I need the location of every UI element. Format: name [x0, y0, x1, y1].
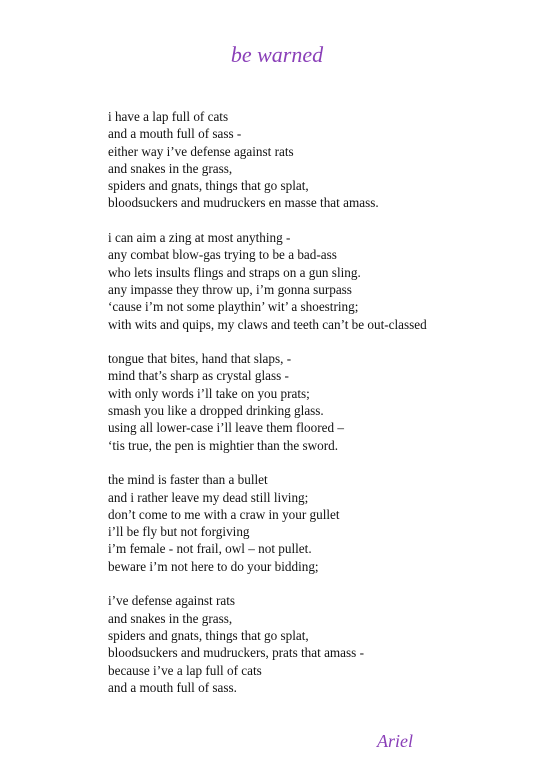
poem-line: beware i’m not here to do your bidding;	[108, 558, 319, 574]
poem-title: be warned	[230, 42, 324, 67]
poem-line: mind that’s sharp as crystal glass -	[108, 368, 289, 384]
poem-line: any impasse they throw up, i’m gonna surpass	[108, 281, 352, 297]
poem-line: bloodsuckers and mudruckers en masse that amass.	[108, 195, 379, 211]
poem-line: and snakes in the grass,	[108, 610, 233, 626]
poem-line: spiders and gnats, things that go splat,	[108, 178, 309, 194]
poem-line: using all lower-case i’ll leave them floored –	[108, 420, 344, 436]
poem-line: with wits and quips, my claws and teeth can’t be out-classed	[108, 316, 427, 332]
poem-line: either way i’ve defense against rats	[108, 143, 294, 159]
poem-line: and snakes in the grass,	[108, 160, 233, 176]
author-signature: Ariel	[377, 731, 413, 751]
stanza-1	[108, 108, 528, 212]
poem-line: i can aim a zing at most anything -	[108, 230, 291, 246]
poem-line: tongue that bites, hand that slaps, -	[108, 351, 292, 367]
poem-line: i have a lap full of cats	[108, 109, 229, 124]
poem-line: with only words i’ll take on you prats;	[108, 385, 310, 401]
poem-line: ‘cause i’m not some playthin’ wit’ a shoestring;	[108, 299, 359, 315]
poem-line: don’t come to me with a craw in your gullet	[108, 506, 340, 522]
poem-body	[108, 108, 528, 713]
poem-line: i’ve defense against rats	[108, 593, 236, 609]
poem-line: smash you like a dropped drinking glass.	[108, 403, 324, 419]
poem-line: who lets insults flings and straps on a gun sling.	[108, 264, 361, 280]
stanza-5	[108, 592, 528, 696]
poem-line: i’m female - not frail, owl – not pullet.	[108, 541, 312, 557]
poem-line: any combat blow-gas trying to be a bad-ass	[108, 247, 337, 263]
stanza-4	[108, 471, 528, 575]
poem-line: spiders and gnats, things that go splat,	[108, 627, 309, 643]
poem-line: i’ll be fly but not forgiving	[108, 524, 250, 540]
stanza-2	[108, 229, 528, 333]
poem-line: ‘tis true, the pen is mightier than the sword.	[108, 437, 339, 453]
poem-line: because i’ve a lap full of cats	[108, 662, 262, 678]
poem-line: the mind is faster than a bullet	[108, 472, 268, 488]
poem-line: and a mouth full of sass -	[108, 126, 242, 142]
poem-line: and a mouth full of sass.	[108, 679, 237, 695]
poem-line: and i rather leave my dead still living;	[108, 489, 309, 505]
poem-line: bloodsuckers and mudruckers, prats that amass -	[108, 645, 364, 661]
stanza-3	[108, 350, 528, 454]
